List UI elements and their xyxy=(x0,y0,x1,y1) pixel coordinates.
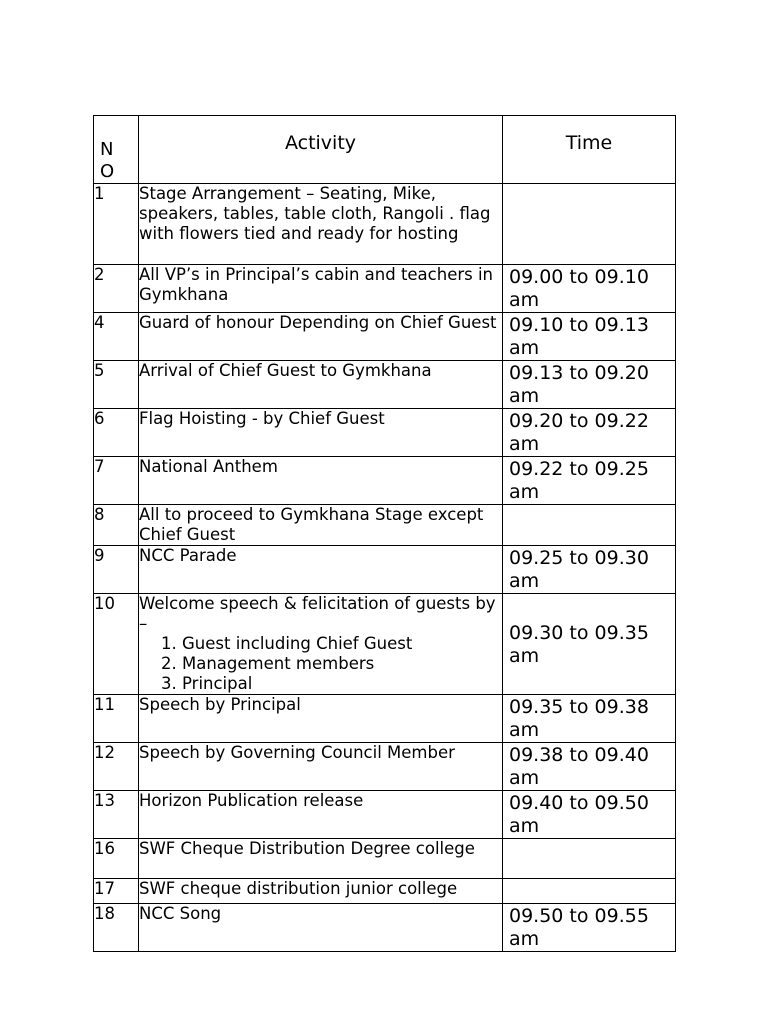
row-time: 09.13 to 09.20 am xyxy=(503,361,676,409)
row-activity: National Anthem xyxy=(139,457,503,505)
sub-list-item: 1. Guest including Chief Guest xyxy=(182,634,502,654)
row-no: 8 xyxy=(94,505,139,546)
row-time xyxy=(503,184,676,265)
table-row xyxy=(94,695,676,743)
table-row xyxy=(94,505,676,546)
row-activity: Guard of honour Depending on Chief Guest xyxy=(139,313,503,361)
row-time: 09.38 to 09.40 am xyxy=(503,743,676,791)
table-row xyxy=(94,791,676,839)
row-no: 12 xyxy=(94,743,139,791)
row-no: 4 xyxy=(94,313,139,361)
row-no: 13 xyxy=(94,791,139,839)
header-no: NO xyxy=(94,116,139,184)
table-row xyxy=(94,879,676,904)
row-activity: All to proceed to Gymkhana Stage except Chief Guest xyxy=(139,505,503,546)
row-activity: Arrival of Chief Guest to Gymkhana xyxy=(139,361,503,409)
row-time xyxy=(503,505,676,546)
row-time xyxy=(503,839,676,879)
row-time: 09.25 to 09.30 am xyxy=(503,546,676,594)
row-activity: Flag Hoisting - by Chief Guest xyxy=(139,409,503,457)
row-time: 09.00 to 09.10 am xyxy=(503,265,676,313)
row-activity-text: Welcome speech & felicitation of guests by – xyxy=(139,594,496,633)
row-time: 09.10 to 09.13 am xyxy=(503,313,676,361)
table-row xyxy=(94,409,676,457)
row-activity: Horizon Publication release xyxy=(139,791,503,839)
table-row xyxy=(94,546,676,594)
table-row xyxy=(94,839,676,879)
row-activity: Speech by Principal xyxy=(139,695,503,743)
row-no: 18 xyxy=(94,904,139,952)
row-time: 09.35 to 09.38 am xyxy=(503,695,676,743)
row-no: 16 xyxy=(94,839,139,879)
row-time xyxy=(503,879,676,904)
row-activity: SWF Cheque Distribution Degree college xyxy=(139,839,503,879)
row-time: 09.20 to 09.22 am xyxy=(503,409,676,457)
row-no: 17 xyxy=(94,879,139,904)
row-time: 09.50 to 09.55 am xyxy=(503,904,676,952)
row-activity: Stage Arrangement – Seating, Mike, speakers, tables, table cloth, Rangoli . flag with flowers tied and ready for hosting xyxy=(139,184,503,265)
table-row xyxy=(94,265,676,313)
row-no: 7 xyxy=(94,457,139,505)
row-no: 2 xyxy=(94,265,139,313)
row-no: 10 xyxy=(94,594,139,695)
table-row xyxy=(94,594,676,695)
schedule-table xyxy=(93,115,676,952)
row-no: 1 xyxy=(94,184,139,265)
table-row xyxy=(94,184,676,265)
row-no: 9 xyxy=(94,546,139,594)
row-time: 09.22 to 09.25 am xyxy=(503,457,676,505)
row-time: 09.30 to 09.35 am xyxy=(503,594,676,695)
row-no: 11 xyxy=(94,695,139,743)
row-activity: SWF cheque distribution junior college xyxy=(139,879,503,904)
table-row xyxy=(94,457,676,505)
table-row xyxy=(94,313,676,361)
row-time: 09.40 to 09.50 am xyxy=(503,791,676,839)
sub-list xyxy=(139,634,502,694)
row-no: 6 xyxy=(94,409,139,457)
header-time: Time xyxy=(503,116,676,184)
sub-list-item: 3. Principal xyxy=(182,674,502,694)
table-row xyxy=(94,361,676,409)
row-no: 5 xyxy=(94,361,139,409)
header-activity: Activity xyxy=(139,116,503,184)
row-activity: Speech by Governing Council Member xyxy=(139,743,503,791)
header-row xyxy=(94,116,676,184)
sub-list-item: 2. Management members xyxy=(182,654,502,674)
row-activity: All VP’s in Principal’s cabin and teachers in Gymkhana xyxy=(139,265,503,313)
row-activity: NCC Parade xyxy=(139,546,503,594)
row-activity xyxy=(139,594,503,695)
row-activity: NCC Song xyxy=(139,904,503,952)
table-row xyxy=(94,743,676,791)
table-row xyxy=(94,904,676,952)
